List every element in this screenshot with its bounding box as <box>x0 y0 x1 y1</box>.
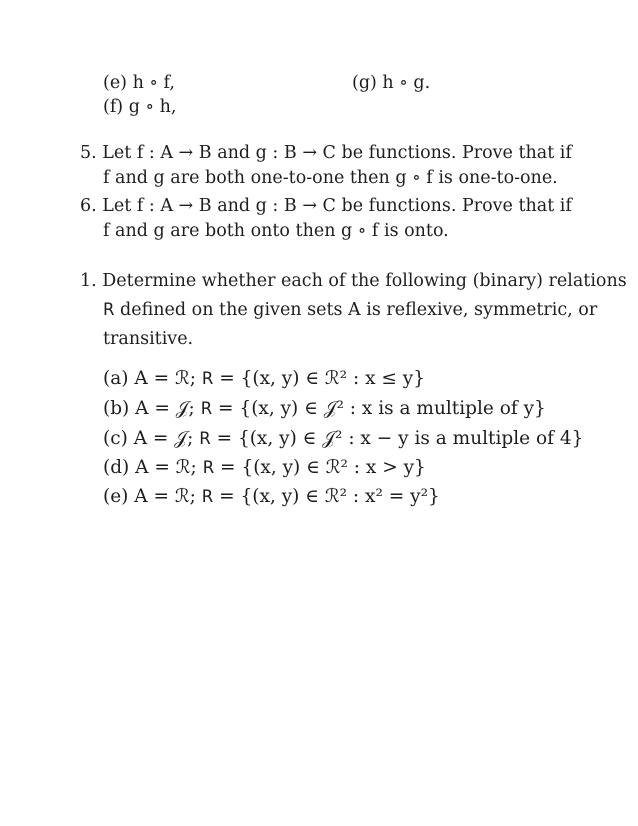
part-d-relation: = {(x, y) ∈ ℛ² : x > y} <box>220 457 426 478</box>
part-a-relation: = {(x, y) ∈ ℛ² : x ≤ y} <box>219 368 426 389</box>
part-e-relation: = {(x, y) ∈ ℛ² : x² = y²} <box>219 486 440 507</box>
question-1-line-1 <box>80 270 627 292</box>
problem-5-line-1 <box>80 142 572 164</box>
part-e-set: A = ℛ; <box>134 486 196 507</box>
part-c-set: A = 𝒥; <box>133 428 194 449</box>
part-d <box>103 457 426 479</box>
part-e <box>103 486 440 508</box>
part-b-relation-symbol: R <box>200 399 213 418</box>
item-g <box>352 72 430 94</box>
question-1-line-3 <box>103 328 193 350</box>
problem-6-line-1 <box>80 195 572 217</box>
part-c-label: (c) <box>103 428 128 449</box>
problem-5-text-1: Let f : A → B and g : B → C be functions. Prove that if <box>102 143 572 163</box>
part-a-relation-symbol: R <box>201 369 214 388</box>
part-e-relation-symbol: R <box>201 487 214 506</box>
part-a-set: A = ℛ; <box>134 368 196 389</box>
part-c <box>103 428 583 450</box>
problem-5-text-2: f and g are both one-to-one then g ∘ f is one-to-one. <box>103 168 558 188</box>
part-a-label: (a) <box>103 368 129 389</box>
problem-6-text-2: f and g are both onto then g ∘ f is onto. <box>103 221 449 241</box>
question-1-text-1: Determine whether each of the following (binary) relations <box>102 271 627 291</box>
part-c-relation: = {(x, y) ∈ 𝒥² : x − y is a multiple of 4} <box>216 428 584 449</box>
question-1-line-2 <box>103 299 597 321</box>
problem-6-number: 6. <box>80 196 97 216</box>
part-d-relation-symbol: R <box>202 458 215 477</box>
part-d-label: (d) <box>103 457 130 478</box>
part-b-label: (b) <box>103 398 130 419</box>
item-f-text: (f) g ∘ h, <box>103 97 177 117</box>
item-f <box>103 96 176 118</box>
part-c-relation-symbol: R <box>199 429 211 448</box>
question-1-text-3: transitive. <box>103 329 194 349</box>
problem-6-text-1: Let f : A → B and g : B → C be functions. Prove that if <box>102 196 572 216</box>
question-1-text-2: defined on the given sets A is reflexive, symmetric, or <box>120 300 598 320</box>
part-b <box>103 398 546 420</box>
problem-6-line-2 <box>103 220 449 242</box>
item-e <box>103 72 175 94</box>
part-b-set: A = 𝒥; <box>135 398 195 419</box>
part-e-label: (e) <box>103 486 129 507</box>
item-e-text: (e) h ∘ f, <box>103 73 175 93</box>
relation-symbol-r: R <box>103 300 115 319</box>
part-a <box>103 368 425 390</box>
problem-5-number: 5. <box>80 143 97 163</box>
problem-5-line-2 <box>103 167 558 189</box>
question-1-number: 1. <box>80 271 97 291</box>
part-d-set: A = ℛ; <box>135 457 197 478</box>
part-b-relation: = {(x, y) ∈ 𝒥² : x is a multiple of y} <box>218 398 546 419</box>
item-g-text: (g) h ∘ g. <box>352 73 431 93</box>
